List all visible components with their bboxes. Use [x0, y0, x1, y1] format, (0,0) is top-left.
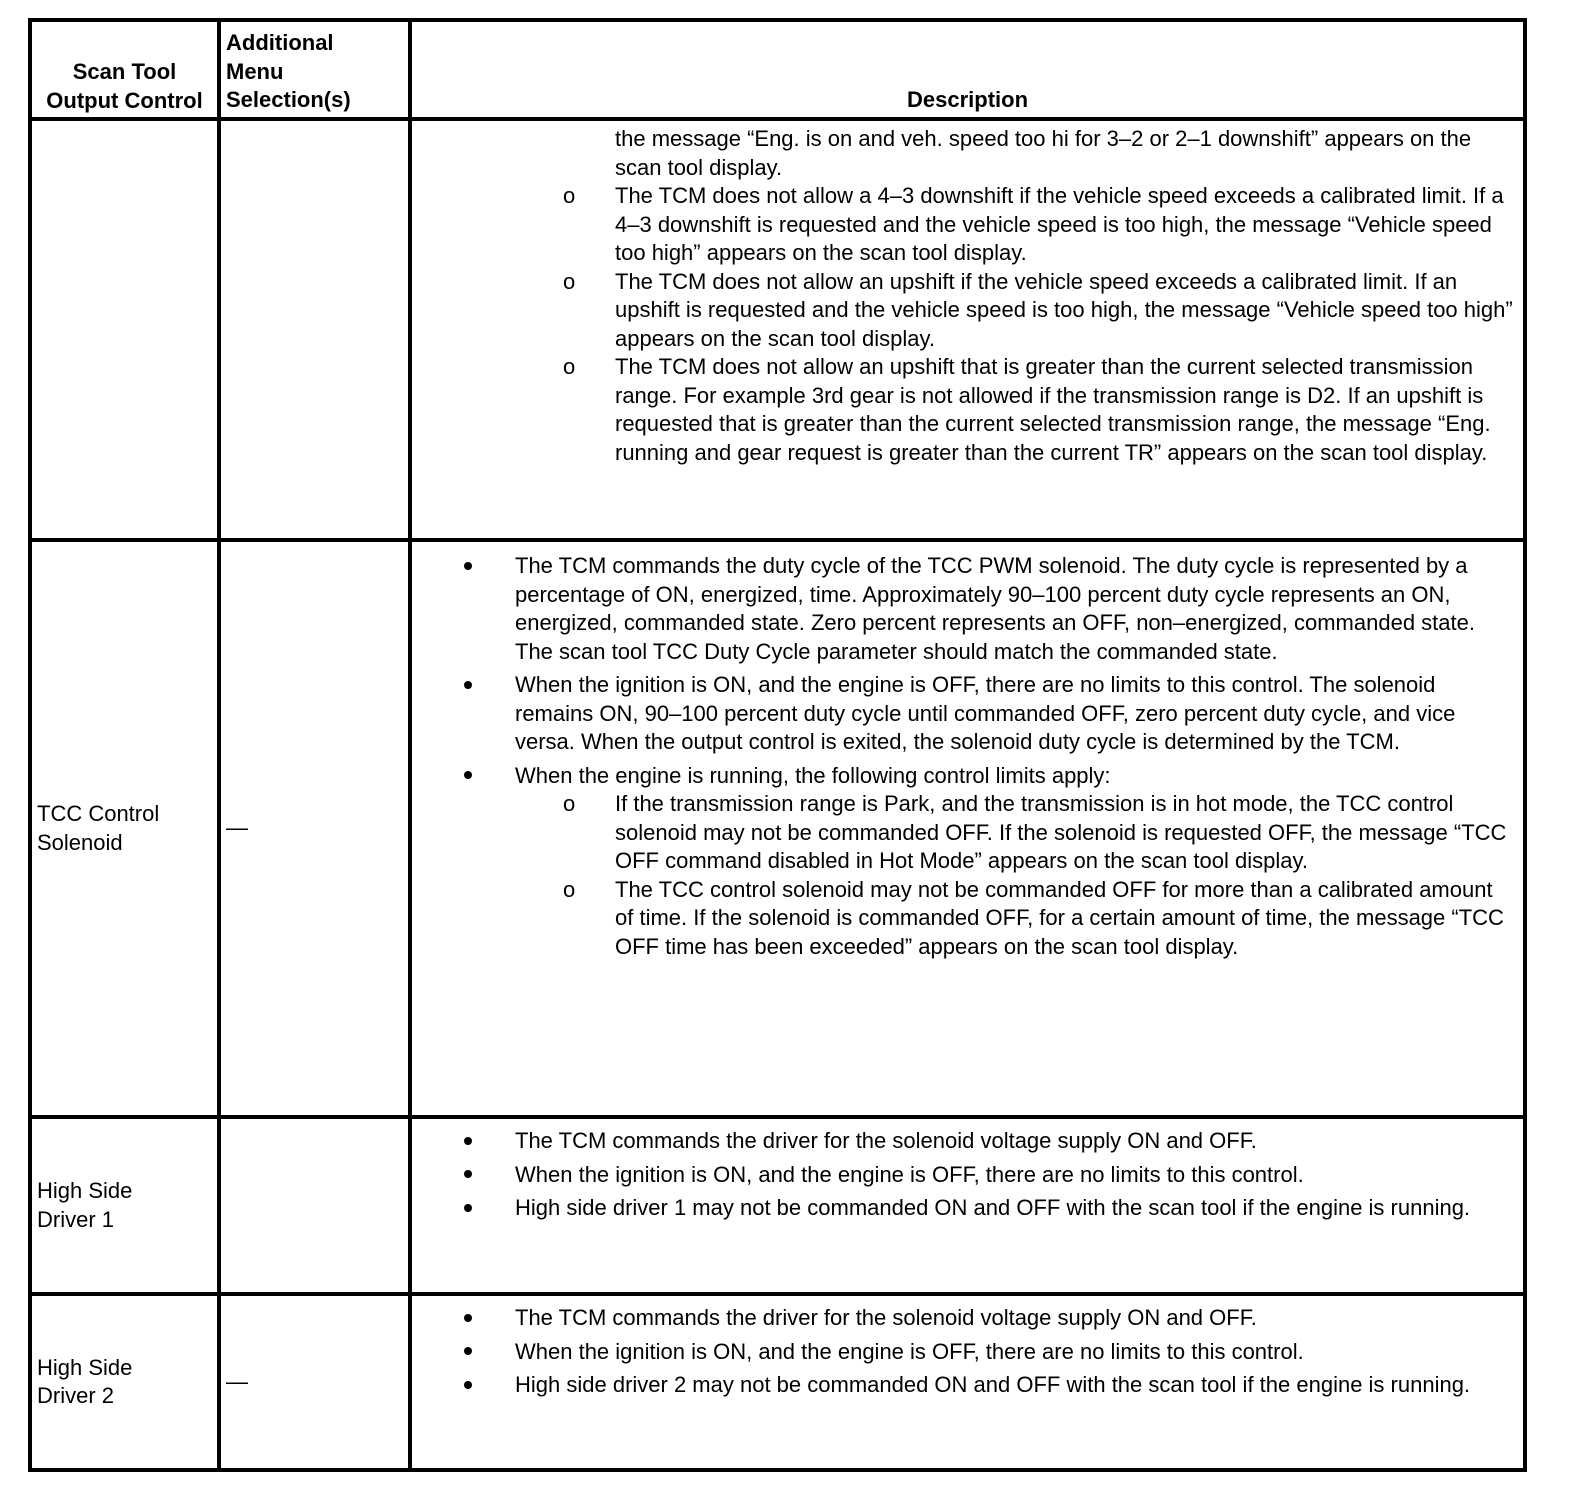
- header-additional-menu-selections: Additional Menu Selection(s): [226, 30, 351, 112]
- hollow-bullet-icon: o: [563, 876, 576, 902]
- description-cell: [412, 1119, 1523, 1292]
- bullet-text: When the ignition is ON, and the engine is OFF, there are no limits to this control.: [515, 1338, 1304, 1364]
- bullet-icon: [464, 1161, 472, 1190]
- output-control-label: High Side Driver 2: [37, 1354, 133, 1408]
- description-cell: [412, 542, 1523, 1115]
- bullet-item: [412, 552, 1523, 666]
- bullet-item: [412, 1304, 1523, 1333]
- description-cell: [412, 121, 1523, 538]
- bullet-text: The TCM commands the driver for the solenoid voltage supply ON and OFF.: [515, 1305, 1257, 1330]
- sub-bullet-text: If the transmission range is Park, and the transmission is in hot mode, the TCC control solenoid may not be commanded OFF. If the solenoid is requested OFF, the message “TCC OFF command disabled in Hot Mode” appears on the scan tool display.: [615, 791, 1507, 873]
- hollow-bullet-icon: o: [563, 183, 576, 208]
- menu-selection-cell: [221, 121, 408, 538]
- sub-bullet-text: the message “Eng. is on and veh. speed too hi for 3–2 or 2–1 downshift” appears on the scan tool display.: [615, 126, 1472, 180]
- header-scan-tool-output-control: Scan Tool Output Control: [46, 59, 203, 113]
- bullet-icon: [464, 1338, 472, 1367]
- bullet-item: [412, 762, 1523, 791]
- sub-bullet-text: The TCM does not allow an upshift that is greater than the current selected transmission range. For example 3rd gear is not allowed if the transmission range is D2. If an upshift is requested that is greater than the current selected transmission range, the message “Eng. running and gear request is greater than the current TR” appears on the scan tool display.: [615, 354, 1491, 465]
- sub-bullet-text: The TCC control solenoid may not be commanded OFF for more than a calibrated amount of time. If the solenoid is commanded OFF, for a certain amount of time, the message “TCC OFF time has been exceeded” appears on the scan tool display.: [615, 876, 1504, 959]
- table-header-row: [32, 22, 1523, 121]
- sub-bullet-item: [412, 125, 1523, 182]
- bullet-item: [412, 1338, 1523, 1367]
- menu-selection-value: —: [226, 815, 248, 841]
- bullet-item: [412, 671, 1523, 757]
- bullet-text: The TCM commands the driver for the solenoid voltage supply ON and OFF.: [515, 1128, 1257, 1153]
- bullet-item: [412, 1161, 1523, 1190]
- bullet-text: When the ignition is ON, and the engine is OFF, there are no limits to this control. The solenoid remains ON, 90–100 percent duty cycle until commanded OFF, zero percent duty cycle, and vice versa. When the output control is exited, the solenoid duty cycle is determined by the TCM.: [515, 672, 1456, 754]
- hollow-bullet-icon: o: [563, 354, 576, 379]
- bullet-text: When the engine is running, the following control limits apply:: [515, 762, 1111, 788]
- bullet-text: High side driver 2 may not be commanded ON and OFF with the scan tool if the engine is running.: [515, 1372, 1471, 1397]
- bullet-item: [412, 1371, 1523, 1400]
- output-control-label: High Side Driver 1: [37, 1178, 133, 1232]
- bullet-icon: [464, 552, 472, 581]
- sub-bullet-text: The TCM does not allow an upshift if the vehicle speed exceeds a calibrated limit. If an upshift is requested and the vehicle speed is too high, the message “Vehicle speed too high” appears on the scan tool display.: [615, 268, 1513, 351]
- table-row: [32, 542, 1523, 1119]
- bullet-text: The TCM commands the duty cycle of the TCC PWM solenoid. The duty cycle is represented by a percentage of ON, energized, time. Approximately 90–100 percent duty cycle represents an ON, energized, commanded state. Zero percent represents an OFF, non–energized, commanded state. The scan tool TCC Duty Cycle parameter should match the commanded state.: [515, 553, 1475, 664]
- bullet-item: [412, 1194, 1523, 1223]
- output-control-label: TCC Control Solenoid: [37, 801, 160, 855]
- sub-bullet-item: [412, 790, 1523, 876]
- header-description: Description: [906, 87, 1029, 112]
- bullet-icon: [464, 671, 472, 700]
- table-row: [32, 1119, 1523, 1296]
- output-control-cell: [32, 542, 217, 1115]
- sub-bullet-text: The TCM does not allow a 4–3 downshift if the vehicle speed exceeds a calibrated limit. If a 4–3 downshift is requested and the vehicle speed is too high, the message “Vehicle speed too high” appears on the scan tool display.: [615, 183, 1504, 265]
- bullet-icon: [464, 762, 472, 791]
- bullet-icon: [464, 1304, 472, 1333]
- sub-bullet-item: [412, 268, 1523, 354]
- menu-selection-cell: [221, 1296, 408, 1468]
- description-cell: [412, 1296, 1523, 1468]
- menu-selection-cell: [221, 1119, 408, 1292]
- bullet-text: High side driver 1 may not be commanded ON and OFF with the scan tool if the engine is running.: [515, 1195, 1471, 1220]
- bullet-icon: [464, 1194, 472, 1223]
- table-row: [32, 121, 1523, 542]
- bullet-item: [412, 1127, 1523, 1156]
- hollow-bullet-icon: o: [563, 268, 576, 294]
- bullet-icon: [464, 1371, 472, 1400]
- output-control-cell: [32, 1119, 217, 1292]
- output-control-cell: [32, 121, 217, 538]
- bullet-icon: [464, 1127, 472, 1156]
- sub-bullet-item: [412, 876, 1523, 962]
- output-control-table: [28, 18, 1527, 1472]
- bullet-text: When the ignition is ON, and the engine is OFF, there are no limits to this control.: [515, 1161, 1304, 1187]
- sub-bullet-item: [412, 353, 1523, 467]
- menu-selection-cell: [221, 542, 408, 1115]
- sub-bullet-item: [412, 182, 1523, 268]
- output-control-cell: [32, 1296, 217, 1468]
- hollow-bullet-icon: o: [563, 791, 576, 816]
- table-row: [32, 1296, 1523, 1468]
- menu-selection-value: —: [226, 1368, 248, 1394]
